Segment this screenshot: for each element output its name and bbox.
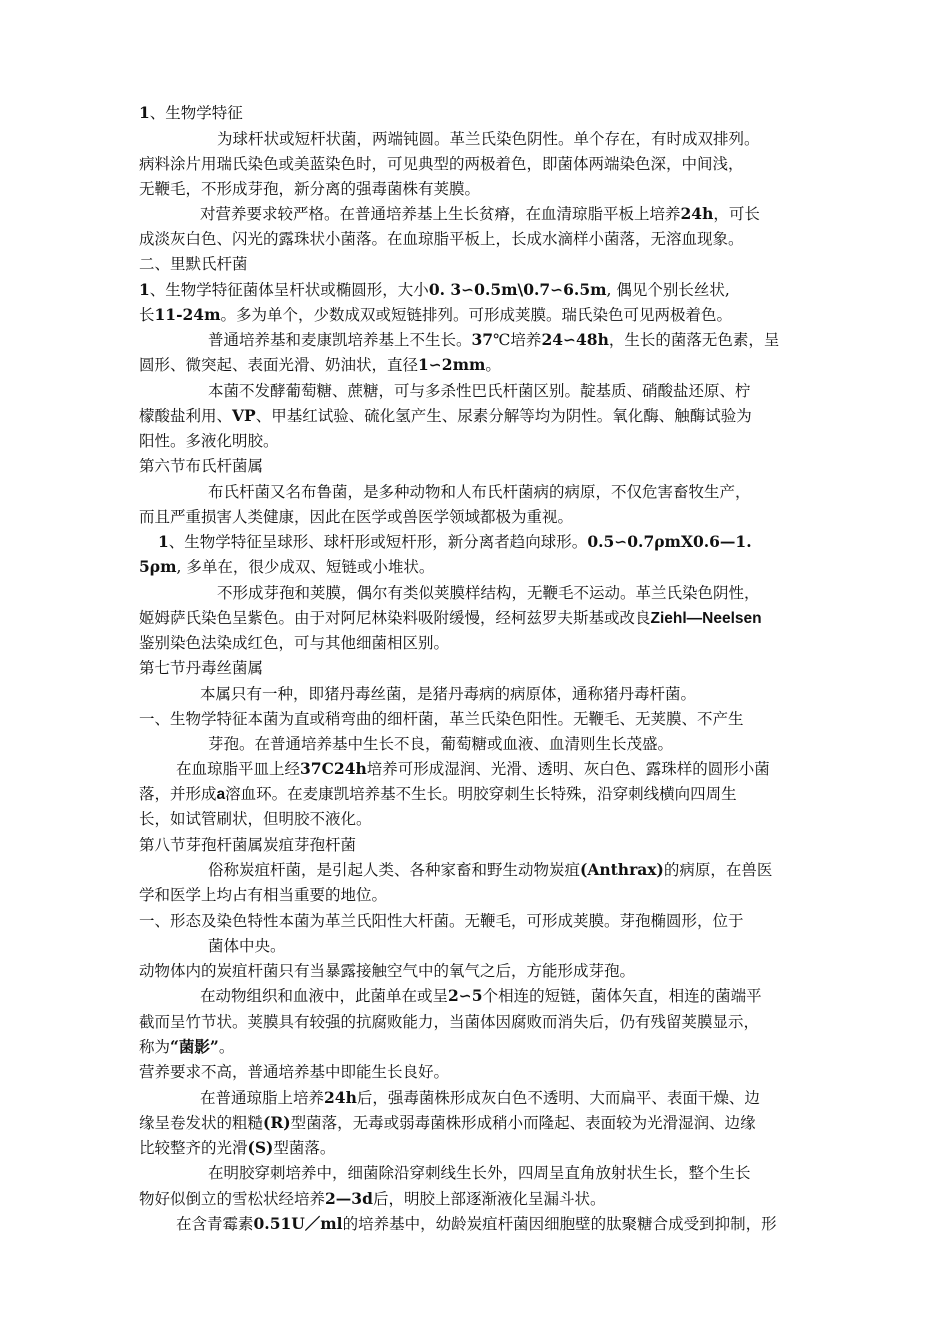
text-line: 截而呈竹节状。荚膜具有较强的抗腐败能力，当菌体因腐败而消失后，仍有残留荚膜显示， bbox=[139, 1013, 760, 1031]
text-line: 在明胶穿刺培养中，细菌除沿穿刺线生长外，四周呈直角放射状生长，整个生长 bbox=[208, 1164, 751, 1182]
text-line: 在血琼脂平皿上经37C24h培养可形成湿润、光滑、透明、灰白色、露珠样的圆形小菌 bbox=[176, 759, 770, 778]
text-line: 缘呈卷发状的粗糙(R)型菌落，无毒或弱毒菌株形成稍小而隆起、表面较为光滑湿润、边缘 bbox=[139, 1113, 756, 1132]
text-line: 称为“菌影”。 bbox=[139, 1037, 235, 1056]
section-heading: 第七节丹毒丝菌属 bbox=[139, 659, 264, 677]
text-line: 学和医学上均占有相当重要的地位。 bbox=[139, 886, 388, 904]
text-line: 动物体内的炭疽杆菌只有当暴露接触空气中的氧气之后，方能形成芽孢。 bbox=[139, 962, 636, 980]
text-line: 为球杆状或短杆状菌，两端钝圆。革兰氏染色阴性。单个存在，有时成双排列。 bbox=[217, 130, 760, 148]
text-line: 本菌不发酵葡萄糖、蔗糖，可与多杀性巴氏杆菌区别。靛基质、硝酸盐还原、柠 bbox=[208, 382, 751, 400]
text-line: 菌体中央。 bbox=[208, 937, 286, 955]
text-line: 鉴别染色法染成红色，可与其他细菌相区别。 bbox=[139, 634, 450, 652]
text-line: 而且严重损害人类健康，因此在医学或兽医学领域都极为重视。 bbox=[139, 508, 574, 526]
section-heading: 二、里默氏杆菌 bbox=[139, 255, 248, 273]
text-line: 对营养要求较严格。在普通培养基上生长贫瘠，在血清琼脂平板上培养24h，可长 bbox=[200, 204, 760, 223]
text-line: 阳性。多液化明胶。 bbox=[139, 432, 279, 450]
text-line: 本属只有一种，即猪丹毒丝菌，是猪丹毒病的病原体，通称猪丹毒杆菌。 bbox=[200, 685, 697, 703]
text-line: 5ρm, 多单在，很少成双、短链或小堆状。 bbox=[139, 557, 435, 576]
text-line: 俗称炭疽杆菌，是引起人类、各种家畜和野生动物炭疽(Anthrax)的病原，在兽医 bbox=[208, 860, 773, 879]
text-line: 姬姆萨氏染色呈紫色。由于对阿尼林染料吸附缓慢，经柯兹罗夫斯基或改良Ziehl—Neelsen bbox=[139, 609, 762, 627]
text-line: 普通培养基和麦康凯培养基上不生长。37℃培养24∽48h，生长的菌落无色素，呈 bbox=[208, 330, 780, 349]
section-heading: 第六节布氏杆菌属 bbox=[139, 457, 264, 475]
text-line: 不形成芽孢和荚膜，偶尔有类似荚膜样结构，无鞭毛不运动。革兰氏染色阴性， bbox=[217, 584, 760, 602]
text-line: 在普通琼脂上培养24h后，强毒菌株形成灰白色不透明、大而扁平、表面干燥、边 bbox=[200, 1088, 760, 1107]
text-line: 一、生物学特征本菌为直或稍弯曲的细杆菌，革兰氏染色阳性。无鞭毛、无荚膜、不产生 bbox=[139, 710, 744, 728]
text-line: 物好似倒立的雪松状经培养2—3d后，明胶上部逐渐液化呈漏斗状。 bbox=[139, 1189, 606, 1208]
text-line: 一、形态及染色特性本菌为革兰氏阳性大杆菌。无鞭毛，可形成荚膜。芽孢椭圆形，位于 bbox=[139, 912, 744, 930]
text-line: 长，如试管刷状，但明胶不液化。 bbox=[139, 810, 372, 828]
text-line: 布氏杆菌又名布鲁菌，是多种动物和人布氏杆菌病的病原，不仅危害畜牧生产， bbox=[208, 483, 751, 501]
text-line: 营养要求不高，普通培养基中即能生长良好。 bbox=[139, 1063, 450, 1081]
text-line: 芽孢。在普通培养基中生长不良，葡萄糖或血液、血清则生长茂盛。 bbox=[208, 735, 674, 753]
section-heading: 第八节芽孢杆菌属炭疽芽孢杆菌 bbox=[139, 836, 357, 854]
text-line: 檬酸盐利用、VP、甲基红试验、硫化氢产生、尿素分解等均为阴性。氧化酶、触酶试验为 bbox=[139, 406, 752, 425]
text-line: 比较整齐的光滑(S)型菌落。 bbox=[139, 1138, 336, 1157]
text-line: 落，并形成a溶血环。在麦康凯培养基不生长。明胶穿刺生长特殊，沿穿刺线横向四周生 bbox=[139, 785, 737, 803]
text-line: 1、生物学特征呈球形、球杆形或短杆形，新分离者趋向球形。0.5∽0.7ρmX0.6—1. bbox=[158, 532, 752, 551]
text-line: 在含青霉素0.51U／ml的培养基中，幼龄炭疽杆菌因细胞壁的肽聚糖合成受到抑制，形 bbox=[176, 1214, 777, 1233]
text-line: 长11-24m。多为单个，少数成双或短链排列。可形成荚膜。瑞氏染色可见两极着色。 bbox=[139, 305, 733, 324]
text-line: 病料涂片用瑞氏染色或美蓝染色时，可见典型的两极着色，即菌体两端染色深，中间浅， bbox=[139, 155, 744, 173]
text-line: 无鞭毛，不形成芽孢，新分离的强毒菌株有荚膜。 bbox=[139, 180, 481, 198]
text-line: 成淡灰白色、闪光的露珠状小菌落。在血琼脂平板上，长成水滴样小菌落，无溶血现象。 bbox=[139, 230, 744, 248]
text-line: 圆形、微突起、表面光滑、奶油状，直径1∽2mm。 bbox=[139, 355, 501, 374]
text-line: 1、生物学特征菌体呈杆状或椭圆形，大小0. 3∽0.5m\0.7∽6.5m, 偶见个别长丝状, bbox=[139, 280, 730, 299]
text-line: 在动物组织和血液中，此菌单在或呈2∽5个相连的短链，菌体矢直，相连的菌端平 bbox=[200, 986, 762, 1005]
text-line: 1、生物学特征 bbox=[139, 103, 243, 122]
